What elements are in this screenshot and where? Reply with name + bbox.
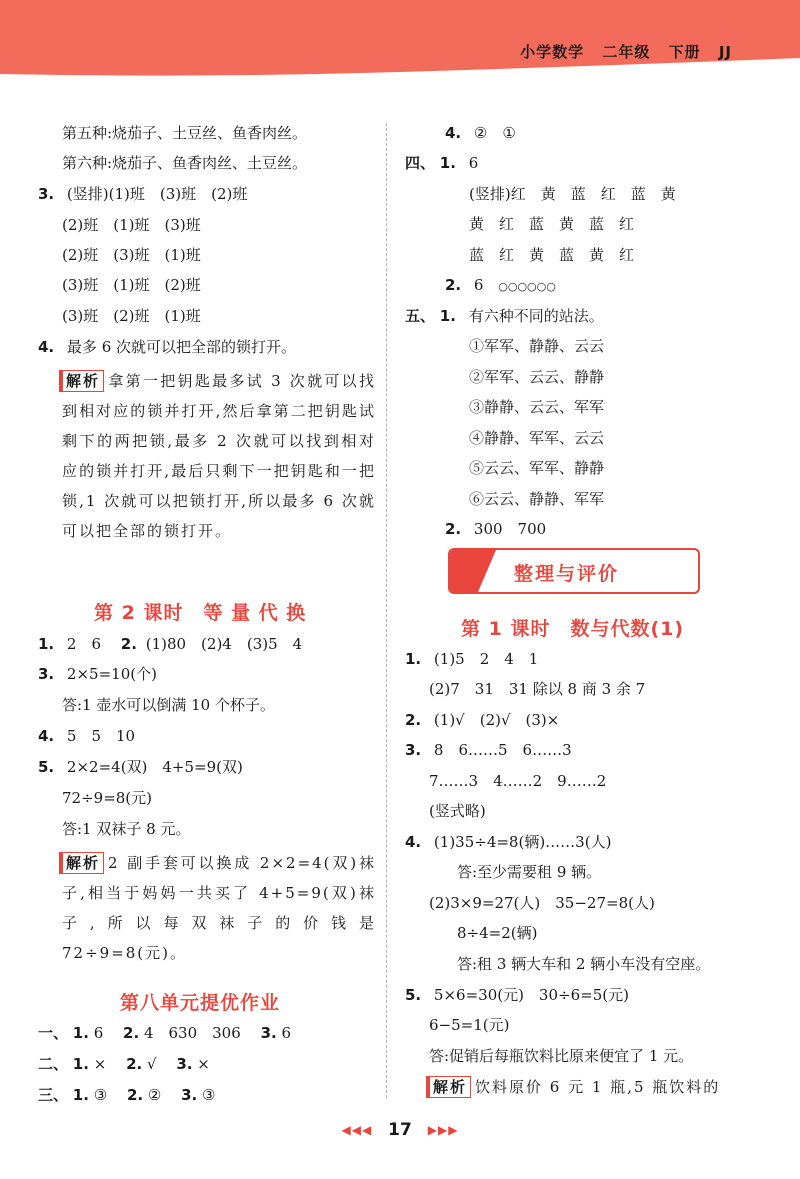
question-number: 2. xyxy=(445,520,462,538)
question-number: 1. xyxy=(72,1055,89,1073)
answer-statement: 答:租 3 辆大车和 2 辆小车没有空座。 xyxy=(457,955,711,973)
part-1-answers xyxy=(38,1022,291,1044)
answer-text: 4 630 306 xyxy=(143,1024,256,1042)
arrangement-option: ⑥云云、静静、军军 xyxy=(469,490,605,508)
part-2-answers xyxy=(38,1053,210,1075)
answer-text: (1)80 (2)4 (3)5 4 xyxy=(145,635,303,653)
part-5-q2 xyxy=(445,518,546,540)
question-number: 1. xyxy=(38,635,55,653)
answer-line: 72÷9=8(元) xyxy=(62,789,153,807)
part-label: 四、 xyxy=(405,154,436,172)
answer-text: 6 xyxy=(281,1024,292,1042)
answer-text: 300 700 xyxy=(473,520,547,538)
analysis-label: 解析 xyxy=(429,1076,471,1098)
question-1 xyxy=(405,648,538,670)
answer-text: 2×2=4(双) 4+5=9(双) xyxy=(66,758,243,776)
arrangement-option: ④静静、军军、云云 xyxy=(469,429,605,447)
header-volume: 下册 xyxy=(668,43,701,61)
answer-text: × xyxy=(93,1055,122,1073)
question-5 xyxy=(38,756,243,778)
part-4-q1 xyxy=(405,152,478,174)
question-number: 5. xyxy=(38,758,55,776)
answer-text: 8 6……5 6……3 xyxy=(433,741,572,759)
answer-line: 8÷4=2(辆) xyxy=(457,924,538,942)
question-number: 5. xyxy=(405,986,422,1004)
question-number: 2. xyxy=(123,1024,140,1042)
section-banner xyxy=(448,548,700,594)
answer-text: 最多 6 次就可以把全部的锁打开。 xyxy=(66,338,297,356)
arrangement-option: ②军军、云云、静静 xyxy=(469,368,605,386)
analysis-block-1 xyxy=(62,366,376,546)
answer-line: (竖排)红 黄 蓝 红 蓝 黄 xyxy=(469,185,676,203)
question-number: 1. xyxy=(72,1086,89,1104)
question-number: 3. xyxy=(405,741,422,759)
answer-text: 5×6=30(元) 30÷6=5(元) xyxy=(433,986,629,1004)
analysis-label: 解析 xyxy=(62,370,104,392)
question-4 xyxy=(445,122,516,144)
header-band xyxy=(0,0,800,78)
question-number: 2. xyxy=(405,711,422,729)
answer-text: 2 6 xyxy=(66,635,117,653)
answer-line: (2)7 31 31 除以 8 商 3 余 7 xyxy=(429,680,646,698)
question-3 xyxy=(405,739,572,761)
page-footer xyxy=(0,1120,800,1140)
question-number: 4. xyxy=(405,833,422,851)
question-number: 1. xyxy=(439,154,456,172)
arrangement-option: ③静静、云云、军军 xyxy=(469,398,605,416)
question-number: 2. xyxy=(120,635,137,653)
left-arrows-icon: ◀◀◀ xyxy=(341,1123,373,1137)
section-title-lesson-1: 第 1 课时 数与代数(1) xyxy=(461,618,685,640)
question-number: 4. xyxy=(38,727,55,745)
analysis-label: 解析 xyxy=(62,852,104,874)
question-number: 3. xyxy=(38,665,55,683)
answer-text: √ xyxy=(147,1055,172,1073)
question-number: 3. xyxy=(260,1024,277,1042)
header-grade: 二年级 xyxy=(602,43,651,61)
answer-line: 第五种:烧茄子、土豆丝、鱼香肉丝。 xyxy=(62,124,308,142)
page-header xyxy=(0,0,800,78)
analysis-text: 2 副手套可以换成 2×2=4(双)袜子,相当于妈妈一共买了 4+5=9(双)袜子,所以每双袜子的价钱是 72÷9=8(元)。 xyxy=(62,854,376,962)
answer-line: 6−5=1(元) xyxy=(429,1016,510,1034)
question-number: 2. xyxy=(126,1055,143,1073)
question-number: 2. xyxy=(126,1086,144,1104)
question-number: 1. xyxy=(405,650,422,668)
answer-text: 有六种不同的站法。 xyxy=(468,307,604,325)
section-title-unit-8: 第八单元提优作业 xyxy=(120,992,281,1014)
answer-text: ③ xyxy=(93,1086,123,1104)
page-number: 17 xyxy=(388,1120,412,1140)
question-number: 4. xyxy=(38,338,55,356)
answer-text: 6 xyxy=(473,276,484,294)
question-4 xyxy=(38,725,135,747)
question-3 xyxy=(38,663,157,685)
question-5 xyxy=(405,984,629,1006)
section-title-lesson-2: 第 2 课时 等 量 代 换 xyxy=(94,602,307,624)
answer-text: 5 5 10 xyxy=(66,727,136,745)
answer-line: 第六种:烧茄子、鱼香肉丝、土豆丝。 xyxy=(62,154,308,172)
part-3-answers xyxy=(38,1084,215,1106)
answer-text: 6 xyxy=(468,154,479,172)
part-label: 三、 xyxy=(38,1086,69,1104)
answer-line: (竖式略) xyxy=(429,802,486,820)
question-number: 4. xyxy=(445,124,462,142)
analysis-block-2 xyxy=(62,848,376,968)
question-4 xyxy=(405,831,611,853)
part-label: 一、 xyxy=(38,1024,69,1042)
part-5-q1 xyxy=(405,305,604,327)
question-number: 2. xyxy=(445,276,462,294)
analysis-block-3 xyxy=(429,1076,720,1098)
answer-text: ② ① xyxy=(473,124,516,142)
part-label: 二、 xyxy=(38,1055,69,1073)
column-divider xyxy=(386,123,387,1098)
answer-line: (2)班 (3)班 (1)班 xyxy=(62,246,201,264)
answer-statement: 答:至少需要租 9 辆。 xyxy=(457,863,602,881)
answer-text: (1)√ (2)√ (3)× xyxy=(433,711,560,729)
header-edition: JJ xyxy=(718,43,732,61)
question-number: 1. xyxy=(72,1024,89,1042)
answer-text: ③ xyxy=(202,1086,216,1104)
question-3 xyxy=(38,183,247,205)
answer-line: 7……3 4……2 9……2 xyxy=(429,772,607,790)
question-4 xyxy=(38,336,296,358)
answer-text: 2×5=10(个) xyxy=(66,665,157,683)
answer-text: (竖排)(1)班 (3)班 (2)班 xyxy=(66,185,248,203)
answer-text: 6 xyxy=(93,1024,119,1042)
circles-figure: ○○○○○○ xyxy=(498,280,556,293)
part-label: 五、 xyxy=(405,307,436,325)
arrangement-option: ⑤云云、军军、静静 xyxy=(469,459,605,477)
question-number: 3. xyxy=(38,185,55,203)
answer-text: (1)35÷4=8(辆)……3(人) xyxy=(433,833,612,851)
banner-title: 整理与评价 xyxy=(514,563,620,585)
answer-line: (2)3×9=27(人) 35−27=8(人) xyxy=(429,894,655,912)
arrangement-option: ①军军、静静、云云 xyxy=(469,337,605,355)
question-1-2 xyxy=(38,633,302,655)
answer-line: (3)班 (2)班 (1)班 xyxy=(62,307,201,325)
answer-statement: 答:促销后每瓶饮料比原来便宜了 1 元。 xyxy=(429,1047,694,1065)
question-number: 3. xyxy=(176,1055,193,1073)
banner-accent xyxy=(450,550,478,592)
part-4-q2 xyxy=(445,274,556,296)
question-number: 3. xyxy=(181,1086,198,1104)
analysis-text: 饮料原价 6 元 1 瓶,5 瓶饮料的 xyxy=(475,1078,721,1096)
question-number: 1. xyxy=(439,307,456,325)
banner-accent-slant xyxy=(478,550,496,592)
analysis-text: 拿第一把钥匙最多试 3 次就可以找到相对应的锁并打开,然后拿第二把钥匙试剩下的两把锁,最多 2 次就可以找到相对应的锁并打开,最后只剩下一把钥匙和一把锁,1 次就可以把锁打开,所以最多 6 次就可以把全部的锁打开。 xyxy=(62,372,376,540)
answer-text: ② xyxy=(147,1086,177,1104)
right-arrows-icon: ▶▶▶ xyxy=(427,1123,459,1137)
answer-line: 蓝 红 黄 蓝 黄 红 xyxy=(469,246,635,264)
answer-line: (3)班 (1)班 (2)班 xyxy=(62,276,201,294)
answer-text: × xyxy=(197,1055,210,1073)
answer-line: (2)班 (1)班 (3)班 xyxy=(62,216,201,234)
answer-text: (1)5 2 4 1 xyxy=(433,650,539,668)
header-book-info xyxy=(508,41,732,62)
answer-statement: 答:1 双袜子 8 元。 xyxy=(62,820,191,838)
header-subject: 小学数学 xyxy=(520,43,585,61)
answer-statement: 答:1 壶水可以倒满 10 个杯子。 xyxy=(62,696,275,714)
answer-line: 黄 红 蓝 黄 蓝 红 xyxy=(469,215,635,233)
question-2 xyxy=(405,709,559,731)
